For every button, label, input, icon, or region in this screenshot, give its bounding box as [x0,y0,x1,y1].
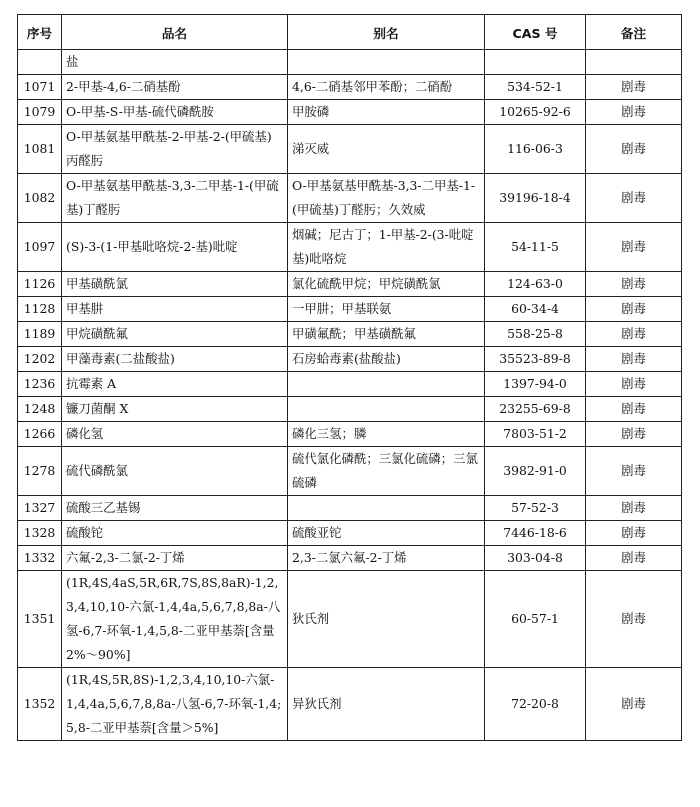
cell-cas: 72-20-8 [485,668,586,741]
cell-name: 抗霉素 A [62,372,288,397]
header-alias: 别名 [288,15,485,50]
cell-no: 1189 [18,322,62,347]
cell-alias [288,496,485,521]
cell-alias: 异狄氏剂 [288,668,485,741]
table-row [18,447,682,496]
cell-cas: 10265-92-6 [485,100,586,125]
cell-alias: 狄氏剂 [288,571,485,668]
cell-name: 硫代磷酰氯 [62,447,288,496]
cell-name: 2-甲基-4,6-二硝基酚 [62,75,288,100]
cell-alias: 涕灭威 [288,125,485,174]
cell-note: 剧毒 [586,447,682,496]
cell-no: 1126 [18,272,62,297]
table-row [18,422,682,447]
cell-alias: 石房蛤毒素(盐酸盐) [288,347,485,372]
cell-name: 甲基肼 [62,297,288,322]
cell-note: 剧毒 [586,347,682,372]
cell-alias [288,372,485,397]
cell-cas: 54-11-5 [485,223,586,272]
cell-name: 甲基磺酰氯 [62,272,288,297]
cell-cas: 7803-51-2 [485,422,586,447]
cell-note: 剧毒 [586,75,682,100]
cell-alias: 磷化三氢；膦 [288,422,485,447]
table-row [18,75,682,100]
cell-no: 1248 [18,397,62,422]
cell-cas: 124-63-0 [485,272,586,297]
cell-no: 1079 [18,100,62,125]
cell-note: 剧毒 [586,125,682,174]
cell-cas: 3982-91-0 [485,447,586,496]
header-note: 备注 [586,15,682,50]
cell-alias: 硫代氯化磷酰；三氯化硫磷；三氯硫磷 [288,447,485,496]
table-row [18,397,682,422]
cell-note [586,50,682,75]
cell-note: 剧毒 [586,397,682,422]
cell-name: 甲藻毒素(二盐酸盐) [62,347,288,372]
cell-alias: O-甲基氨基甲酰基-3,3-二甲基-1-(甲硫基)丁醛肟；久效威 [288,174,485,223]
table-row [18,174,682,223]
cell-no: 1332 [18,546,62,571]
cell-note: 剧毒 [586,223,682,272]
cell-cas: 1397-94-0 [485,372,586,397]
cell-cas: 35523-89-8 [485,347,586,372]
table-row [18,100,682,125]
table-header-row [18,15,682,50]
cell-name: 硫酸铊 [62,521,288,546]
cell-cas: 116-06-3 [485,125,586,174]
cell-no: 1352 [18,668,62,741]
table-row [18,125,682,174]
header-name: 品名 [62,15,288,50]
cell-name: 硫酸三乙基锡 [62,496,288,521]
cell-note: 剧毒 [586,297,682,322]
cell-alias: 4,6-二硝基邻甲苯酚；二硝酚 [288,75,485,100]
cell-no: 1128 [18,297,62,322]
cell-note: 剧毒 [586,668,682,741]
cell-alias: 氯化硫酰甲烷；甲烷磺酰氯 [288,272,485,297]
cell-alias: 甲磺氟酰；甲基磺酰氟 [288,322,485,347]
table-row [18,372,682,397]
table-row [18,297,682,322]
table-row [18,496,682,521]
cell-note: 剧毒 [586,372,682,397]
cell-cas [485,50,586,75]
table-row [18,668,682,741]
cell-cas: 23255-69-8 [485,397,586,422]
cell-alias [288,397,485,422]
cell-cas: 303-04-8 [485,546,586,571]
cell-no: 1202 [18,347,62,372]
table-row [18,223,682,272]
cell-no: 1278 [18,447,62,496]
cell-name: O-甲基-S-甲基-硫代磷酰胺 [62,100,288,125]
cell-no: 1266 [18,422,62,447]
header-cas: CAS 号 [485,15,586,50]
cell-no: 1097 [18,223,62,272]
cell-note: 剧毒 [586,272,682,297]
cell-name: O-甲基氨基甲酰基-2-甲基-2-(甲硫基)丙醛肟 [62,125,288,174]
cell-alias: 硫酸亚铊 [288,521,485,546]
cell-no: 1328 [18,521,62,546]
cell-note: 剧毒 [586,571,682,668]
table-row [18,546,682,571]
cell-no: 1327 [18,496,62,521]
header-no: 序号 [18,15,62,50]
table-row [18,50,682,75]
cell-note: 剧毒 [586,422,682,447]
cell-no [18,50,62,75]
cell-cas: 60-57-1 [485,571,586,668]
cell-no: 1351 [18,571,62,668]
cell-name: (1R,4S,4aS,5R,6R,7S,8S,8aR)-1,2,3,4,10,10-六氯-1,4,4a,5,6,7,8,8a-八氢-6,7-环氧-1,4,5,8-二亚甲基萘[含量2%～90%] [62,571,288,668]
table-row [18,571,682,668]
cell-name: 六氟-2,3-二氯-2-丁烯 [62,546,288,571]
cell-name: 甲烷磺酰氟 [62,322,288,347]
cell-note: 剧毒 [586,174,682,223]
cell-note: 剧毒 [586,521,682,546]
cell-note: 剧毒 [586,546,682,571]
cell-no: 1236 [18,372,62,397]
cell-cas: 7446-18-6 [485,521,586,546]
cell-alias: 烟碱；尼古丁；1-甲基-2-(3-吡啶基)吡咯烷 [288,223,485,272]
cell-alias: 2,3-二氯六氟-2-丁烯 [288,546,485,571]
cell-name: 盐 [62,50,288,75]
cell-note: 剧毒 [586,496,682,521]
cell-alias: 甲胺磷 [288,100,485,125]
cell-alias [288,50,485,75]
table-row [18,272,682,297]
chemical-table-page [17,14,682,741]
table-row [18,521,682,546]
cell-name: (1R,4S,5R,8S)-1,2,3,4,10,10-六氯-1,4,4a,5,6,7,8,8a-八氢-6,7-环氧-1,4;5,8-二亚甲基萘[含量＞5%] [62,668,288,741]
cell-name: 磷化氢 [62,422,288,447]
cell-no: 1081 [18,125,62,174]
cell-name: O-甲基氨基甲酰基-3,3-二甲基-1-(甲硫基)丁醛肟 [62,174,288,223]
cell-note: 剧毒 [586,322,682,347]
chemical-table [17,14,682,741]
cell-name: 镰刀菌酮 X [62,397,288,422]
cell-note: 剧毒 [586,100,682,125]
cell-no: 1071 [18,75,62,100]
cell-name: (S)-3-(1-甲基吡咯烷-2-基)吡啶 [62,223,288,272]
cell-cas: 39196-18-4 [485,174,586,223]
cell-cas: 558-25-8 [485,322,586,347]
table-row [18,347,682,372]
table-row [18,322,682,347]
cell-cas: 534-52-1 [485,75,586,100]
cell-alias: 一甲肼；甲基联氨 [288,297,485,322]
cell-cas: 60-34-4 [485,297,586,322]
cell-no: 1082 [18,174,62,223]
cell-cas: 57-52-3 [485,496,586,521]
